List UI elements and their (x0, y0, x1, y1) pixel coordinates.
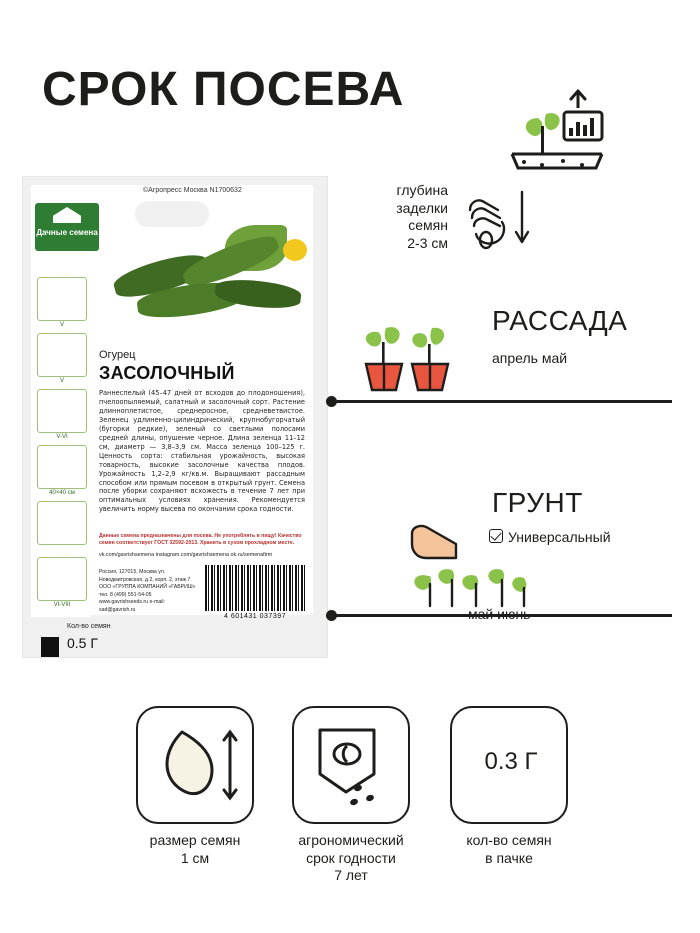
strip-label-2: V-VI (56, 434, 68, 440)
seed-depth-line1: глубина (396, 182, 448, 198)
sprout-chart-icon (508, 88, 606, 180)
expiry-caption (271, 832, 431, 885)
grunt-option-label: Универсальный (508, 529, 611, 545)
seed-packet-expiry-icon (294, 708, 408, 822)
hand-sowing-depth-icon (462, 184, 534, 254)
rassada-title: РАССАДА (492, 305, 628, 336)
grunt-title: ГРУНТ (492, 487, 583, 518)
strip-icon-harvest (37, 557, 87, 601)
packet-warning-text: Данные семена предназначены для посева. Не употреблять в пищу! Качество семян соответствует ГОСТ 32592-2013. Хранить в сухом прохладном месте. (99, 533, 302, 546)
variety-name: ЗАСОЛОЧНЫЙ (99, 363, 235, 383)
seed-size-card (136, 706, 254, 824)
packet-copyright: ©Агропресс Москва N1700632 (143, 187, 242, 194)
crop-type-label: Огурец (99, 349, 136, 361)
strip-label-3: 40×40 см (49, 490, 75, 496)
page-title: СРОК ПОСЕВА (42, 63, 405, 116)
seed-packet-photo (22, 176, 328, 658)
strip-icon-plant (37, 445, 87, 489)
print-mark (41, 637, 59, 657)
seed-count-caption (429, 832, 589, 867)
seedling-pots-icon (352, 318, 462, 396)
brand-logo-label: Дачные семена (36, 228, 98, 237)
seed-size-icon (138, 708, 252, 822)
expiry-caption-line3: 7 лет (334, 867, 368, 883)
strip-label-5: VI-VIII (53, 602, 71, 608)
seed-size-caption-line2: 1 см (180, 849, 210, 866)
seed-size-caption (115, 832, 275, 867)
barcode-number: 4 601431 037397 (224, 613, 286, 620)
strip-label-0: V (59, 322, 64, 328)
house-icon (53, 207, 81, 223)
seed-count-caption-line1: кол-во семян (466, 832, 552, 848)
rassada-months: апрель май (492, 350, 568, 366)
flower-icon (283, 239, 307, 261)
packet-qty-value: 0.5 Г (67, 635, 98, 651)
strip-icon-seedling (37, 389, 87, 433)
header (0, 62, 700, 142)
seed-count-value: 0.3 Г (484, 748, 538, 775)
brand-logo (35, 203, 99, 251)
barcode (205, 565, 305, 611)
seed-depth-text (352, 182, 448, 252)
strip-label-1: V (59, 378, 64, 384)
strip-icon-vine (37, 501, 87, 545)
strip-icon-sprout (37, 333, 87, 377)
growing-calendar-strip (31, 277, 91, 617)
seed-count-card (450, 706, 568, 824)
seed-depth-line3: семян (408, 217, 448, 233)
cucumber-photo (107, 225, 307, 337)
packet-qty-label: Кол-во семян (67, 623, 111, 630)
divider-rassada (332, 400, 672, 403)
grunt-months: май июнь (468, 606, 531, 622)
seed-depth-line2: заделки (396, 199, 448, 216)
seed-depth-value: 2-3 см (407, 234, 448, 251)
variety-description: Раннеспелый (45–47 дней от всходов до плодоношения), пчелоопыляемый, салатный и засолочный сорт. Растение длинноплетистое, среднеросное, средневетвистое. Зеленец удлиненно-цилиндрический, крупнобугорчатый (бугорки редкие), зеленый со светлыми полосами средней длины, опушение черное. Длина зеленца 11–12 см, диаметр — 3,8–3,9 см. Масса зеленца 100–125 г. Ценность сорта: стабильная урожайность, высокая товарность, высокие засолочные качества плодов. Урожайность 1,2–2,9 кг/кв.м. Выращивают рассадным способом или прямым посевом в открытый грунт. Семена после уборки сохраняют всхожесть в течение 7 лет при оптимальных условиях хранения. Рекомендуется увеличить норму высева по окончании срока годности. (99, 389, 305, 514)
expiry-card (292, 706, 410, 824)
packet-social-links: vk.com/gavrishsemena instagram.com/gavrishsemena ok.ru/semenafirm (99, 552, 273, 558)
expiry-caption-line2: срок годности (306, 849, 396, 866)
packet-company-address: Россия, 127015, Москва ул. Новодмитровская, д.2, корп. 2, этаж 7 ООО «ГРУППА КОМПАНИЙ «ГАВРИШ» тел. 8 (499) 551-54-05 www.gavrishseeds.ru e-mail: sad@gavrish.ru (99, 569, 196, 613)
seed-depth-block (352, 182, 532, 252)
seed-size-caption-line1: размер семян (149, 832, 241, 848)
packet-hang-hole (135, 201, 209, 227)
hand-planting-icon (406, 518, 536, 614)
expiry-caption-line1: агрономический (298, 832, 404, 848)
strip-icon-seed (37, 277, 87, 321)
seed-count-caption-line2: в пачке (485, 849, 533, 866)
